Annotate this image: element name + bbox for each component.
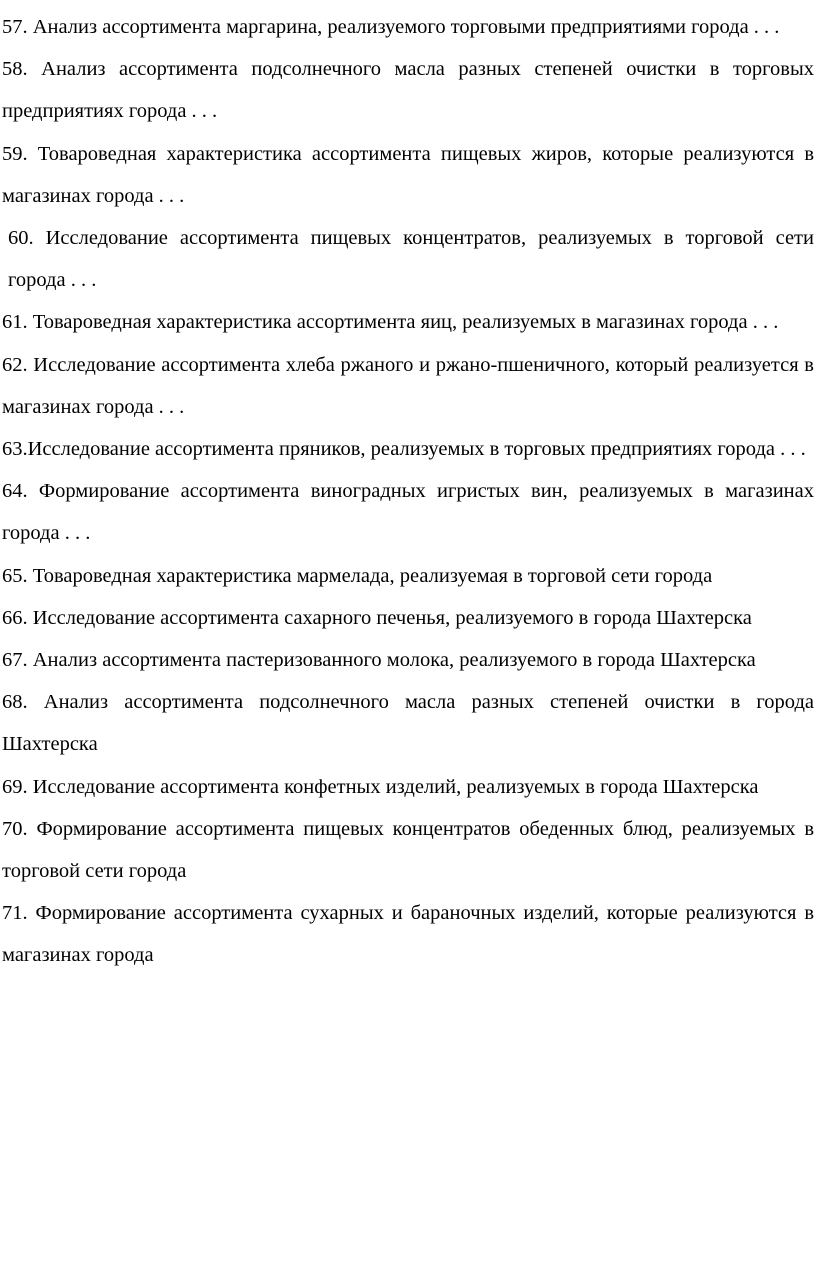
topic-item-57: 57. Анализ ассортимента маргарина, реализуемого торговыми предприятиями города . . . [2,16,780,38]
topic-item-69: 69. Исследование ассортимента конфетных изделий, реализуемых в города Шахтерска [2,775,759,798]
topic-item-59: 59. Товароведная характеристика ассортимента пищевых жиров, которые реализуются в магазинах города . . . [2,142,814,207]
topic-item-60: 60. Исследование ассортимента пищевых концентратов, реализуемых в торговой сети города . . . [8,227,814,292]
topic-item-58: 58. Анализ ассортимента подсолнечного масла разных степеней очистки в торговых предприятиях города . . . [2,58,814,123]
topic-item-66: 66. Исследование ассортимента сахарного печенья, реализуемого в города Шахтерска [2,606,752,629]
topic-list [2,6,814,977]
topic-item-68: 68. Анализ ассортимента подсолнечного масла разных степеней очистки в города Шахтерска [2,691,814,756]
topic-item-71: 71. Формирование ассортимента сухарных и бараночных изделий, которые реализуются в магазинах города [2,902,814,967]
topic-item-65: 65. Товароведная характеристика мармелада, реализуемая в торговой сети города [2,564,713,587]
topic-item-61: 61. Товароведная характеристика ассортимента яиц, реализуемых в магазинах города . . . [2,311,779,334]
topic-item-63: 63.Исследование ассортимента пряников, реализуемых в торговых предприятиях города . . . [2,438,806,461]
topic-item-67: 67. Анализ ассортимента пастеризованного молока, реализуемого в города Шахтерска [2,649,756,672]
topic-item-70: 70. Формирование ассортимента пищевых концентратов обеденных блюд, реализуемых в торговой сети города [2,817,814,883]
topic-item-64: 64. Формирование ассортимента виноградных игристых вин, реализуемых в магазинах города . . . [2,480,814,545]
topic-item-62: 62. Исследование ассортимента хлеба ржаного и ржано-пшеничного, который реализуется в магазинах города . . . [2,353,814,418]
